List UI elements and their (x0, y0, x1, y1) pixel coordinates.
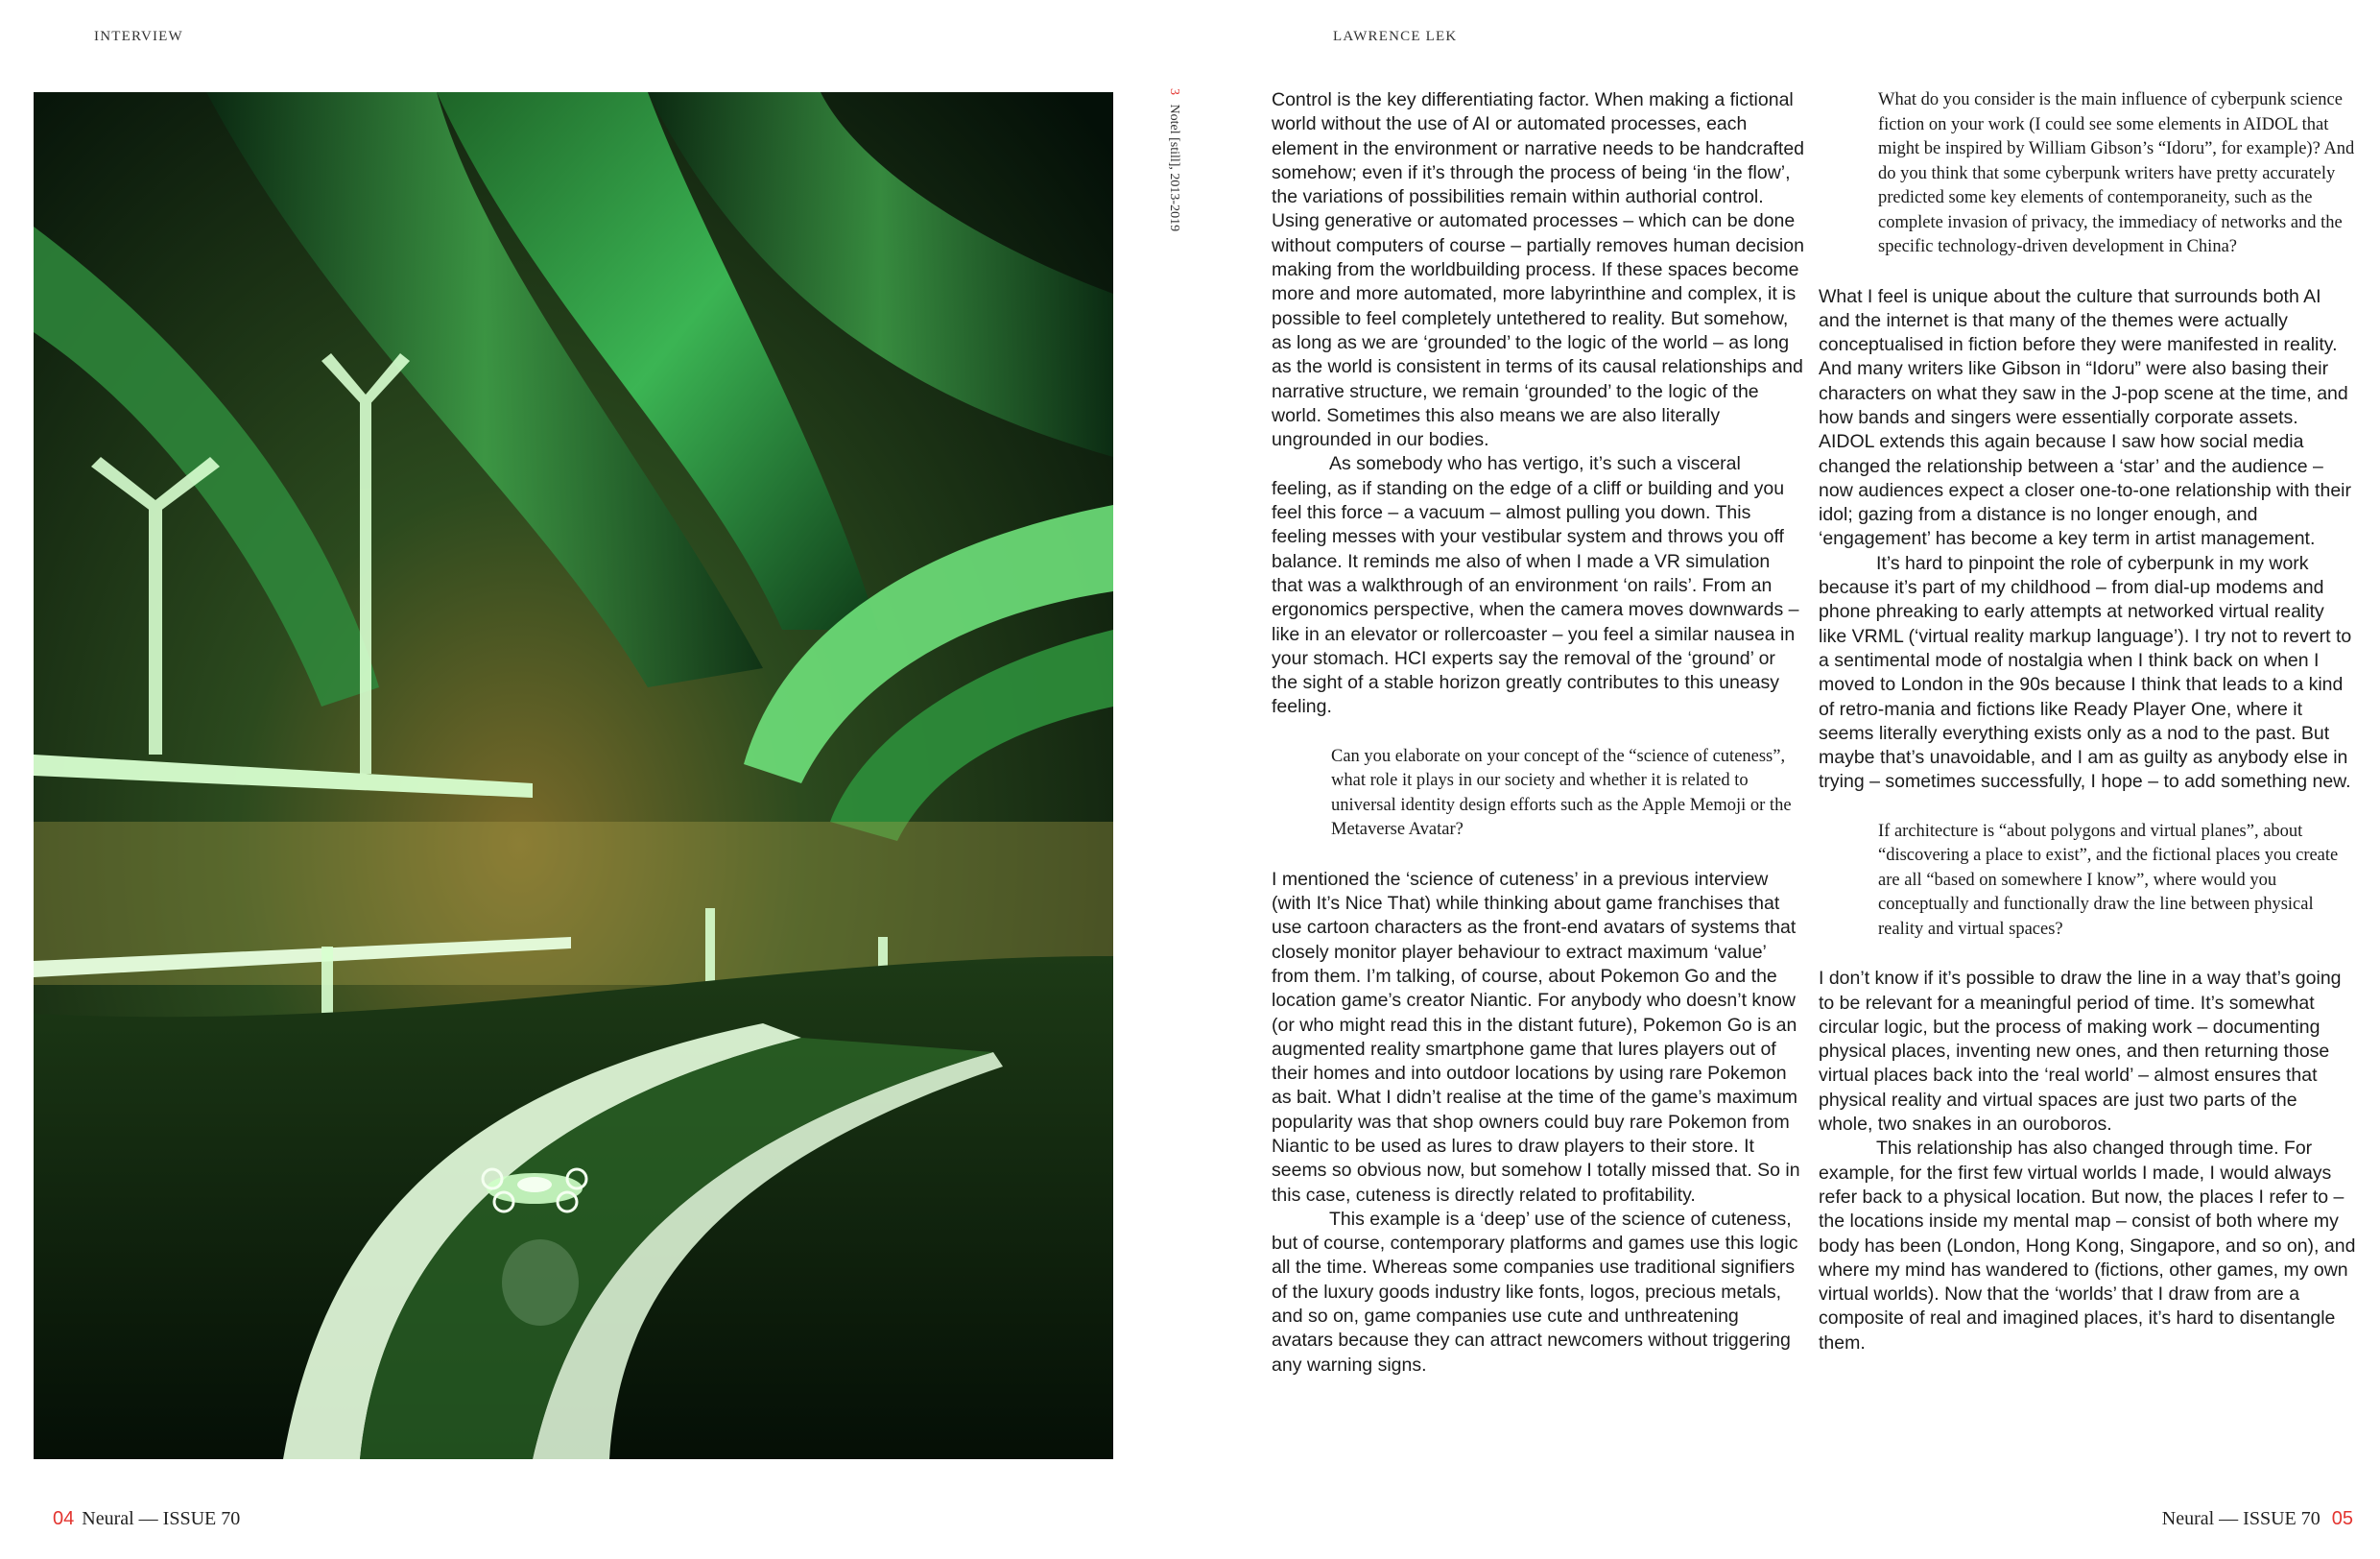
caption-number: 3 (1167, 88, 1181, 95)
artwork-still-image (34, 92, 1113, 1459)
page-number-left: 04 (53, 1508, 75, 1529)
interview-question: If architecture is “about polygons and virtual planes”, about “discovering a place to exist”, and the fictional places you create are all “based on somewhere I know”, where would you conceptually and functionally draw the line between physical reality and virtual spaces? (1878, 821, 2339, 939)
text-column-left (1272, 88, 1804, 1378)
interview-question: Can you elaborate on your concept of the “science of cuteness”, what role it plays in our society and whether it is related to universal identity design efforts such as the Apple Memoji or the Metaverse Avatar? (1331, 746, 1792, 840)
running-head-right: LAWRENCE LEK (1333, 29, 1458, 44)
body-paragraph: I don’t know if it’s possible to draw the line in a way that’s going to be relevant for a meaningful period of time. It’s somewhat circular logic, but the process of making work – documenting physical places, inventing new ones, and then returning those virtual places back into the ‘real world’ – almost ensures that physical reality and virtual spaces are just two parts of the whole, two snakes in an ouroboros. (1819, 968, 2342, 1136)
page-number-right: 05 (2331, 1508, 2353, 1529)
folio-right (2162, 1508, 2353, 1530)
publication-name: Neural — ISSUE 70 (82, 1508, 241, 1529)
publication-name: Neural — ISSUE 70 (2161, 1508, 2320, 1529)
body-paragraph: It’s hard to pinpoint the role of cyberpunk in my work because it’s part of my childhood – from dial-up modems and phone phreaking to early attempts at networked virtual reality like VRML (‘virtual reality markup language’). I try not to revert to a sentimental mode of nostalgia when I think back on when I moved to London in the 90s because I think that leads to a kind of retro-mania and fictions like Ready Player One, where it seems literally everything exists only as a nod to the past. But maybe that’s unavoidable, and I am as guilty as anybody else in trying – sometimes successfully, I hope – to add something new. (1819, 552, 2352, 793)
body-paragraph: What I feel is unique about the culture that surrounds both AI and the internet is that many of the themes were actually conceptualised in fiction before they were manifested in reality. And many writers like Gibson in “Idoru” were also basing their characters on what they saw in the J-pop scene at the time, and how bands and singers were essentially corporate assets. AIDOL extends this again because I saw how social media changed the relationship between a ‘star’ and the audience – now audiences expect a closer one-to-one relationship with their idol; gazing from a distance is no longer enough, and ‘engagement’ has become a key term in artist management. (1819, 285, 2351, 550)
body-paragraph: I mentioned the ‘science of cuteness’ in a previous interview (with It’s Nice That) while thinking about game franchises that use cartoon characters as the front-end avatars of systems that closely monitor player behaviour to extract maximum ‘value’ from them. I’m talking, of course, about Pokemon Go and the location game’s creator Niantic. For anybody who doesn’t know (or who might read this in the distant future), Pokemon Go is an augmented reality smartphone game that lures players out of their homes and into outdoor locations by using rare Pokemon as bait. What I didn’t realise at the time of the game’s maximum popularity was that shop owners could buy rare Pokemon from Niantic to be used as lures to draw players to their store. It seems so obvious now, but somehow I totally missed that. So in this case, cuteness is directly related to profitability. (1272, 868, 1800, 1206)
body-paragraph: As somebody who has vertigo, it’s such a visceral feeling, as if standing on the edge of a cliff or building and you feel this force – a vacuum – almost pulling you down. This feeling messes with your vestibular system and throws you off balance. It reminds me also of when I made a VR simulation that was a walkthrough of an environment ‘on rails’. From an ergonomics perspective, when the camera moves downwards – like in an elevator or rollercoaster – you feel a similar nausea in your stomach. HCI experts say the removal of the ‘ground’ or the sight of a stable horizon greatly contributes to this uneasy feeling. (1272, 453, 1799, 718)
body-paragraph: Control is the key differentiating factor. When making a fictional world without the use of AI or automated processes, each element in the environment or narrative needs to be handcrafted somehow; even if it’s through the process of being ‘in the flow’, the variations of possibilities remain within authorial control. Using generative or automated processes – which can be done without computers of course – partially removes human decision making from the worldbuilding process. If these spaces become more and more automated, more labyrinthine and complex, it is possible to feel completely untethered to reality. But somehow, as long as we are ‘grounded’ to the logic of the world – as long as the world is consistent in terms of its causal relationships and narrative structure, we remain ‘grounded’ to the logic of the world. Sometimes this also means we are also literally ungrounded in our bodies. (1272, 89, 1805, 451)
caption-text: Notel [still], 2013-2019 (1167, 104, 1181, 232)
body-paragraph: This relationship has also changed through time. For example, for the first few virtual worlds I made, I would always refer back to a physical location. But now, the places I refer to – the locations inside my mental map – consist of both where my body has been (London, Hong Kong, Singapore, and so on), and where my mind has wandered to (fictions, other games, my own virtual worlds). Now that the ‘worlds’ that I draw from are a composite of real and imagined places, it’s hard to disentangle them. (1819, 1138, 2356, 1354)
image-caption (1163, 88, 1184, 252)
folio-left (53, 1508, 240, 1530)
body-paragraph: This example is a ‘deep’ use of the science of cuteness, but of course, contemporary platforms and games use this logic all the time. Whereas some companies use traditional signifiers of the luxury goods industry like fonts, logos, precious metals, and so on, game companies use cute and unthreatening avatars because they can attract newcomers without triggering any warning signs. (1272, 1208, 1798, 1376)
interview-question: What do you consider is the main influence of cyberpunk science fiction on your work (I could see some elements in AIDOL that might be inspired by William Gibson’s “Idoru”, for example)? And do you think that some cyberpunk writers have pretty accurately predicted some key elements of contemporaneity, such as the complete invasion of privacy, the immediacy of networks and the specific technology-driven development in China? (1878, 90, 2355, 256)
text-column-right (1819, 88, 2356, 1355)
running-head-left: INTERVIEW (94, 29, 183, 44)
